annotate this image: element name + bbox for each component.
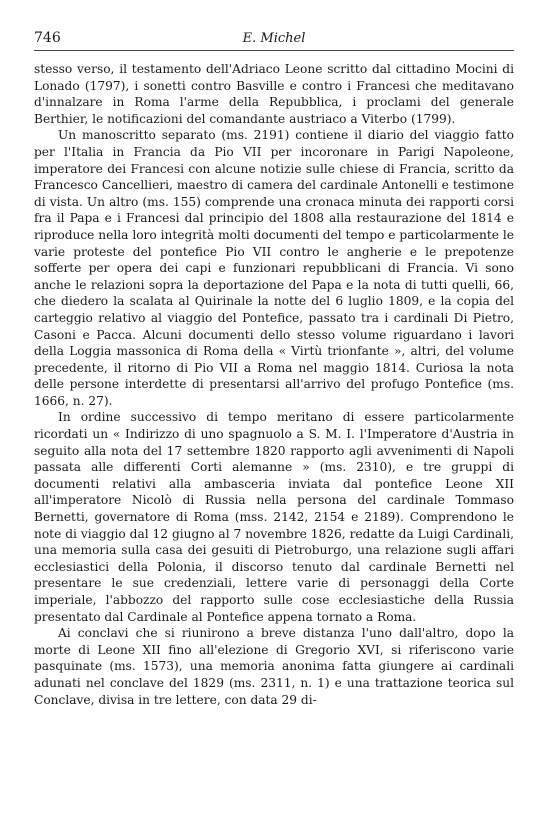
page-header (34, 26, 514, 51)
body-text (34, 61, 514, 708)
paragraph: stesso verso, il testamento dell'Adriaco Leone scritto dal cittadino Mocini di Lonado (1797), i sonetti contro Basville e contro i Francesi che meditavano d'innalzare in Roma l'arme della Repubblica, i proclami del generale Berthier, le notificazioni del comandante austriaco a Viterbo (1799). (34, 62, 514, 126)
page-number: 746 (34, 30, 61, 46)
page (34, 26, 514, 708)
paragraph: In ordine successivo di tempo meritano di essere particolarmente ricordati un « Indirizzo di uno spagnuolo a S. M. I. l'Imperatore d'Austria in seguito alla nota del 17 settembre 1820 rapporto agli avvenimenti di Napoli passata alle differenti Corti alemanne » (ms. 2310), e tre gruppi di documenti relativi alla ambasceria inviata dal pontefice Leone XII all'imperatore Nicolò di Russia nella persona del cardinale Tommaso Bernetti, governatore di Roma (mss. 2142, 2154 e 2189). Comprendono le note di viaggio dal 12 giugno al 7 novembre 1826, redatte da Luigi Cardinali, una memoria sulla casa dei gesuiti di Pietroburgo, una relazione sugli affari ecclesiastici della Polonia, il discorso tenuto dal cardinale Bernetti nel presentare le sue credenziali, lettere varie di personaggi della Corte imperiale, l'abbozzo del rapporto sulle cose ecclesiastiche della Russia presentato dal Cardinale al Pontefice appena tornato a Roma. (34, 410, 514, 624)
paragraph: Ai conclavi che si riunirono a breve distanza l'uno dall'altro, dopo la morte di Leone XII fino all'elezione di Gregorio XVI, si riferiscono varie pasquinate (ms. 1573), una memoria anonima fatta giungere ai cardinali adunati nel conclave del 1829 (ms. 2311, n. 1) e una trattazione teorica sul Conclave, divisa in tre lettere, con data 29 di- (34, 626, 514, 707)
paragraph: Un manoscritto separato (ms. 2191) contiene il diario del viaggio fatto per l'Italia in Francia da Pio VII per incoronare in Parigi Napoleone, imperatore dei Francesi con alcune notizie sulle chiese di Francia, scritto da Francesco Cancellieri, maestro di camera del cardinale Antonelli e testimone di vista. Un altro (ms. 155) comprende una cronaca minuta dei rapporti corsi fra il Papa e i Francesi dal principio del 1808 alla restaurazione del 1814 e riproduce nella loro integrità molti documenti del tempo e particolarmente le varie proteste del pontefice Pio VII contro le angherie e le prepotenze sofferte per opera dei capi e funzionari repubblicani di Francia. Vi sono anche le relazioni sopra la deportazione del Papa e la nota di tutti quelli, 66, che diedero la scalata al Quirinale la notte del 6 luglio 1809, e la copia del carteggio relativo al viaggio del Pontefice, passato tra i cardinali Di Pietro, Casoni e Pacca. Alcuni documenti dello stesso volume riguardano i lavori della Loggia massonica di Roma della « Virtù trionfante », altri, del volume precedente, il ritorno di Pio VII a Roma nel maggio 1814. Curiosa la nota delle persone interdette di presentarsi all'arrivo del profugo Pontefice (ms. 1666, n. 27). (34, 128, 514, 408)
running-head: E. Michel (242, 31, 306, 46)
